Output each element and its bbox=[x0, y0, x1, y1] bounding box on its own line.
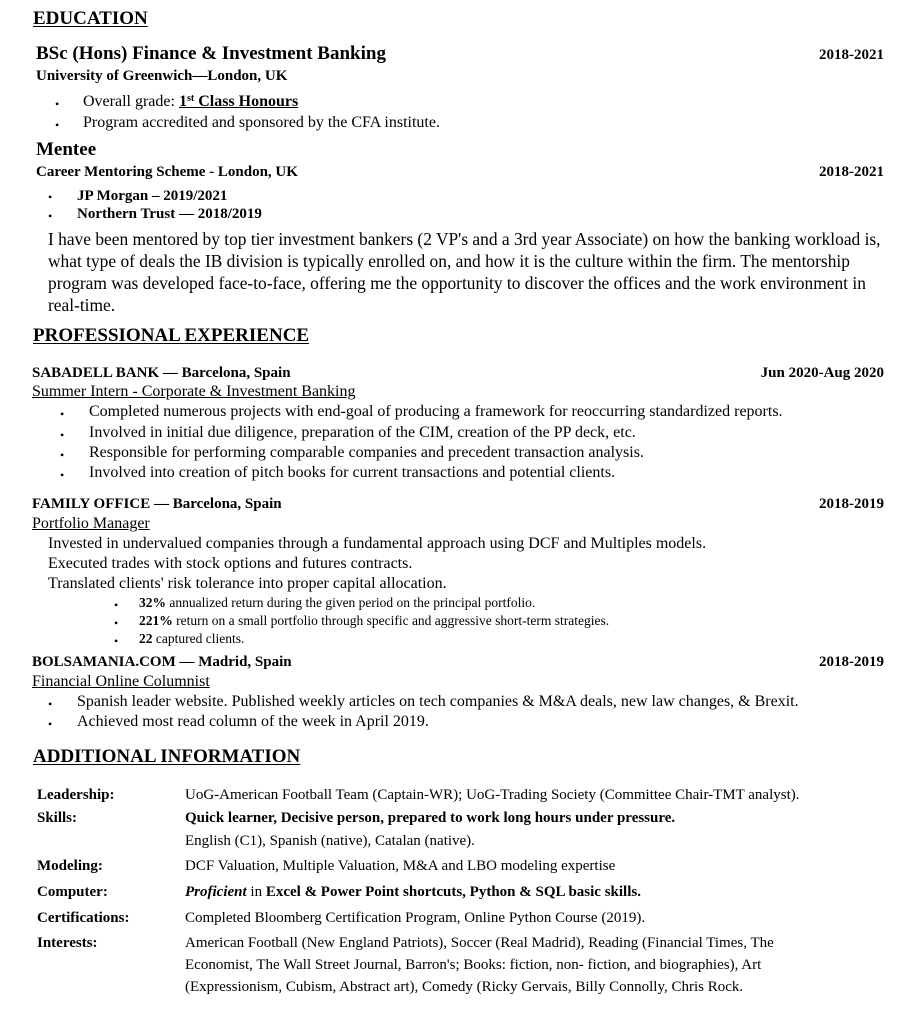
mentor-item: Northern Trust — 2018/2019 bbox=[77, 206, 262, 222]
accreditation: Program accredited and sponsored by the CFA institute. bbox=[83, 114, 440, 131]
job-org: FAMILY OFFICE — Barcelona, Spain bbox=[32, 496, 282, 512]
job-org: SABADELL BANK — Barcelona, Spain bbox=[32, 365, 291, 381]
interests-value: American Football (New England Patriots), Soccer (Real Madrid), Reading (Financial Times, The Economist, The Wall Street Journal, Barron's; Books: fiction, non- fiction, and biographies), Art (Expressionism, Cubism, Abstract art), Comedy (Ricky Gervais, Billy Connolly, Chris Rock. bbox=[185, 935, 774, 995]
additional-heading: ADDITIONAL INFORMATION bbox=[33, 746, 301, 767]
experience-heading: PROFESSIONAL EXPERIENCE bbox=[33, 325, 310, 346]
bullet-icon: • bbox=[60, 428, 65, 442]
job-line: Executed trades with stock options and futures contracts. bbox=[48, 555, 413, 572]
job-bullet: Completed numerous projects with end-goal of producing a framework for reoccurring standardized reports. bbox=[89, 403, 783, 420]
bullet-icon: • bbox=[60, 448, 65, 462]
bullet-icon: • bbox=[55, 97, 60, 111]
grade-line bbox=[83, 93, 298, 111]
mentor-item: JP Morgan – 2019/2021 bbox=[77, 188, 228, 204]
bullet-icon: • bbox=[60, 468, 65, 482]
bullet-icon: • bbox=[114, 598, 119, 612]
bullet-icon: • bbox=[60, 407, 65, 421]
mentee-dates: 2018-2021 bbox=[819, 164, 884, 180]
degree-title: BSc (Hons) Finance & Investment Banking bbox=[36, 43, 386, 64]
job-org: BOLSAMANIA.COM — Madrid, Spain bbox=[32, 654, 292, 670]
skills-label: Skills: bbox=[37, 810, 78, 826]
mentee-org: Career Mentoring Scheme - London, UK bbox=[36, 164, 298, 180]
job-line: Translated clients' risk tolerance into proper capital allocation. bbox=[48, 575, 447, 592]
job-role: Portfolio Manager bbox=[32, 515, 150, 532]
university: University of Greenwich—London, UK bbox=[36, 68, 288, 84]
job-dates: 2018-2019 bbox=[819, 654, 884, 670]
computer-label: Computer: bbox=[37, 884, 108, 900]
computer-value: Proficient in Excel & Power Point shortcuts, Python & SQL basic skills. bbox=[185, 884, 641, 900]
result-item: 22 captured clients. bbox=[139, 631, 245, 646]
result-item: 221% return on a small portfolio through specific and aggressive short-term strategies. bbox=[139, 613, 610, 628]
skills-value: Quick learner, Decisive person, prepared to work long hours under pressure. bbox=[185, 810, 676, 826]
leadership-label: Leadership: bbox=[37, 787, 115, 803]
job-dates: Jun 2020-Aug 2020 bbox=[760, 365, 884, 381]
job-bullet: Achieved most read column of the week in April 2019. bbox=[77, 713, 429, 730]
mentee-paragraph: I have been mentored by top tier investment bankers (2 VP's and a 3rd year Associate) on how the banking workload is, what type of deals the IB division is typically enrolled on, and how it is the culture within the firm. The mentorship program was developed face-to-face, offering me the opportunity to discover the offices and the work environment in real-time. bbox=[48, 229, 881, 315]
job-dates: 2018-2019 bbox=[819, 496, 884, 512]
bullet-icon: • bbox=[48, 190, 53, 204]
mentee-title: Mentee bbox=[36, 139, 97, 160]
modeling-value: DCF Valuation, Multiple Valuation, M&A and LBO modeling expertise bbox=[185, 858, 616, 874]
job-role: Summer Intern - Corporate & Investment Banking bbox=[32, 383, 356, 400]
bullet-icon: • bbox=[55, 118, 60, 132]
certifications-value: Completed Bloomberg Certification Program, Online Python Course (2019). bbox=[185, 910, 646, 926]
degree-dates: 2018-2021 bbox=[819, 47, 884, 63]
bullet-icon: • bbox=[48, 717, 53, 731]
education-heading: EDUCATION bbox=[33, 8, 148, 29]
bullet-icon: • bbox=[114, 616, 119, 630]
bullet-icon: • bbox=[48, 697, 53, 711]
job-bullet: Involved into creation of pitch books for current transactions and potential clients. bbox=[89, 464, 616, 481]
job-bullet: Responsible for performing comparable companies and precedent transaction analysis. bbox=[89, 444, 644, 461]
interests-label: Interests: bbox=[37, 935, 98, 951]
job-bullet: Spanish leader website. Published weekly articles on tech companies & M&A deals, new law changes, & Brexit. bbox=[77, 693, 799, 710]
grade-prefix: Overall grade: bbox=[83, 93, 179, 110]
leadership-value: UoG-American Football Team (Captain-WR); UoG-Trading Society (Committee Chair-TMT analyst). bbox=[185, 787, 800, 803]
job-line: Invested in undervalued companies through a fundamental approach using DCF and Multiples models. bbox=[48, 535, 707, 552]
grade-value: 1st Class Honours bbox=[178, 93, 299, 110]
languages-value: English (C1), Spanish (native), Catalan (native). bbox=[185, 833, 475, 849]
certifications-label: Certifications: bbox=[37, 910, 130, 926]
job-bullet: Involved in initial due diligence, preparation of the CIM, creation of the PP deck, etc. bbox=[89, 424, 636, 441]
job-role: Financial Online Columnist bbox=[32, 673, 210, 690]
modeling-label: Modeling: bbox=[37, 858, 103, 874]
bullet-icon: • bbox=[114, 634, 119, 648]
bullet-icon: • bbox=[48, 209, 53, 223]
result-item: 32% annualized return during the given period on the principal portfolio. bbox=[139, 595, 536, 610]
